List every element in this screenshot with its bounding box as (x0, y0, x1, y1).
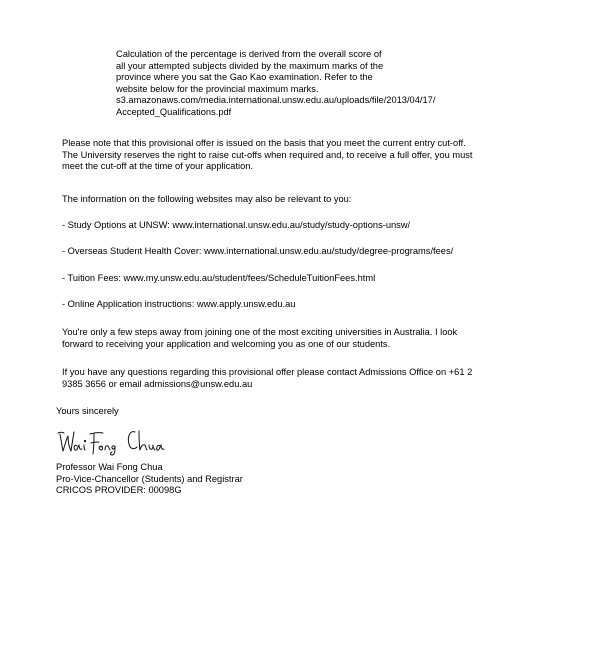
closing-paragraph (62, 327, 582, 350)
link-health-cover-text: - Overseas Student Health Cover: www.international.unsw.edu.au/study/degree-programs/fees/ (62, 246, 454, 256)
provisional-offer-note (62, 138, 582, 173)
link-online-application (62, 299, 582, 311)
calculation-note (116, 49, 536, 119)
provisional-note-line: Please note that this provisional offer is issued on the basis that you meet the current entry cut-off. (62, 138, 466, 148)
websites-intro (62, 194, 582, 206)
calculation-note-line: Calculation of the percentage is derived from the overall score of (116, 49, 382, 59)
calculation-note-line: website below for the provincial maximum marks. (116, 83, 319, 94)
signatory-block (56, 462, 243, 497)
qualifications-url-line: Accepted_Qualifications.pdf (116, 106, 232, 117)
sign-off-text: Yours sincerely (56, 406, 119, 416)
link-tuition-fees-text: - Tuition Fees: www.my.unsw.edu.au/student/fees/ScheduleTuitionFees.html (62, 273, 376, 283)
cricos-provider: CRICOS PROVIDER: 00098G (56, 485, 182, 496)
link-tuition-fees (62, 273, 582, 285)
sign-off (56, 406, 119, 418)
closing-paragraph-line: You're only a few steps away from joining one of the most exciting universities in Australia. I look (62, 327, 458, 337)
contact-paragraph-line: 9385 3656 or email admissions@unsw.edu.au (62, 378, 253, 389)
provisional-note-line: The University reserves the right to raise cut-offs when required and, to receive a full offer, you must (62, 149, 473, 160)
handwritten-signature (56, 424, 166, 456)
closing-paragraph-line: forward to receiving your application and welcoming you as one of our students. (62, 338, 391, 349)
contact-paragraph (62, 367, 582, 390)
qualifications-url-line: s3.amazonaws.com/media.international.unsw.edu.au/uploads/file/2013/04/17/ (116, 95, 436, 106)
link-health-cover (62, 246, 582, 258)
link-study-options-text: - Study Options at UNSW: www.international.unsw.edu.au/study/study-options-unsw/ (62, 220, 411, 230)
provisional-note-line: meet the cut-off at the time of your application. (62, 161, 254, 172)
contact-paragraph-line: If you have any questions regarding this provisional offer please contact Admissions Office on +61 2 (62, 367, 473, 377)
signatory-name: Professor Wai Fong Chua (56, 462, 163, 472)
calculation-note-line: all your attempted subjects divided by the maximum marks of the (116, 60, 384, 71)
link-study-options (62, 220, 582, 232)
link-online-application-text: - Online Application instructions: www.apply.unsw.edu.au (62, 299, 296, 309)
websites-intro-text: The information on the following websites may also be relevant to you: (62, 194, 352, 204)
calculation-note-line: province where you sat the Gao Kao examination. Refer to the (116, 72, 373, 83)
signatory-title: Pro-Vice-Chancellor (Students) and Registrar (56, 473, 243, 484)
